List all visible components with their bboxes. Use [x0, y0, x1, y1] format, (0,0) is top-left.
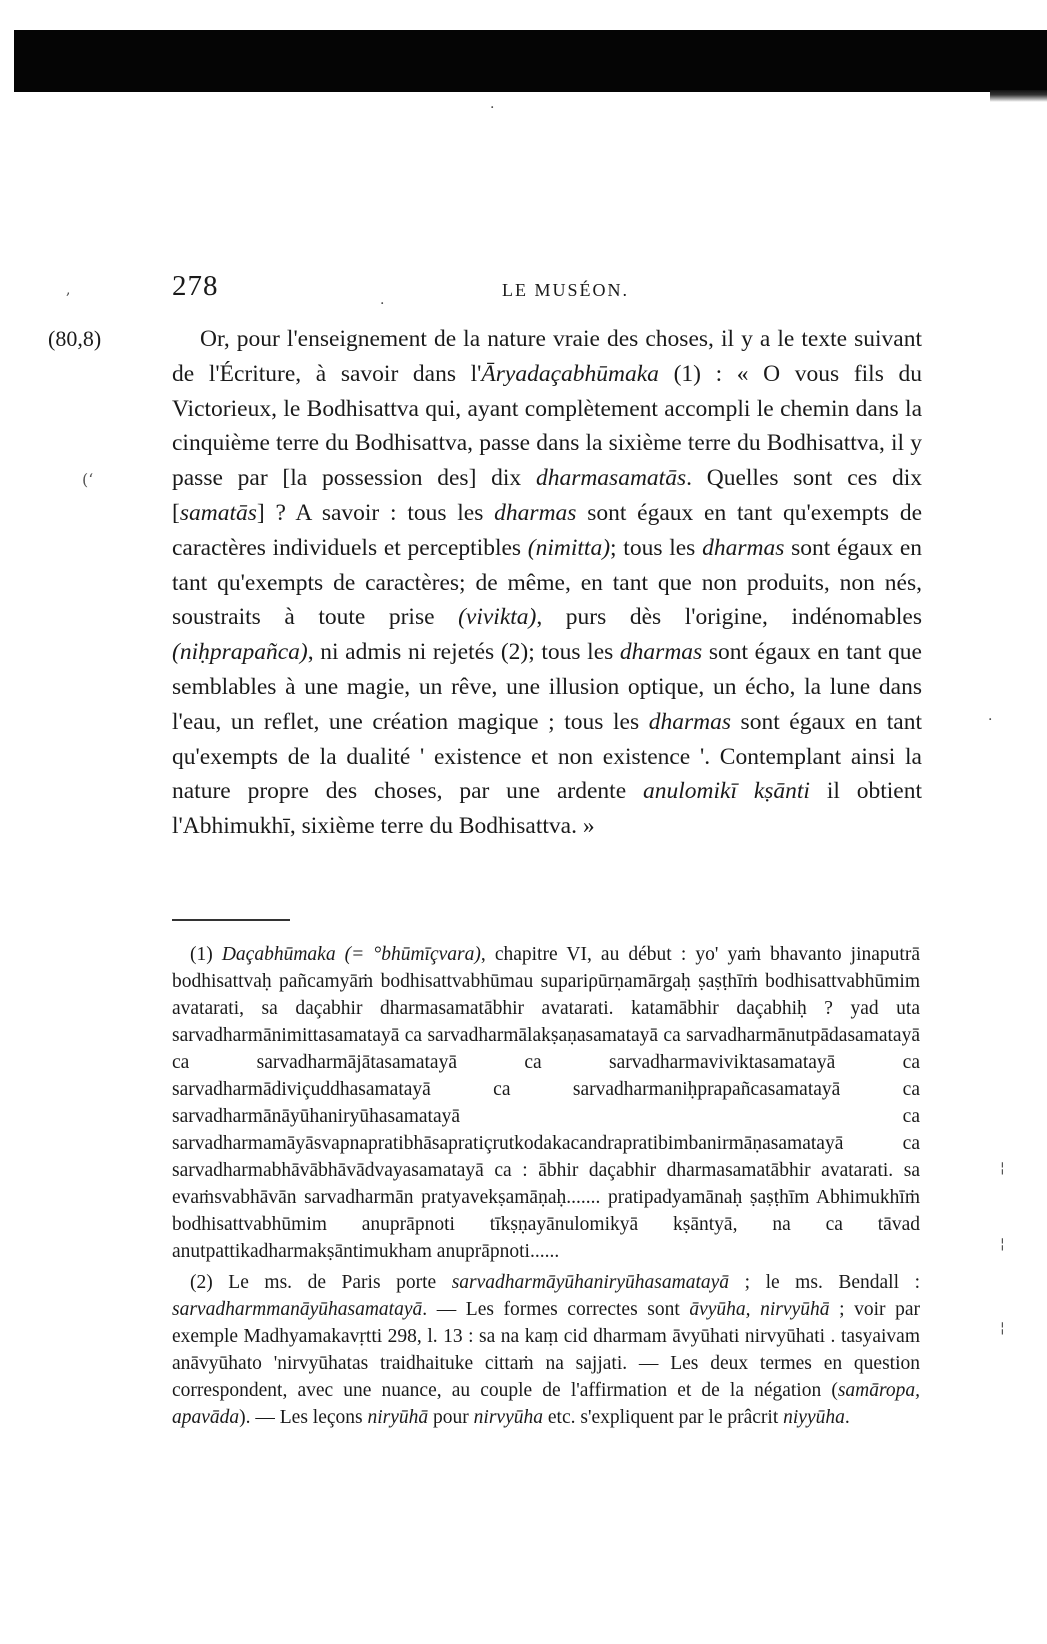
term-italic: dharmas: [494, 499, 577, 526]
text-run: (1): [190, 944, 222, 965]
term-italic: samatās: [179, 499, 257, 526]
text-run: (1) : « O vous fils du Victorieux, le Bodhisattva qui, ayant complètement accompli le chemin dans la cinquième terre du Bodhisattva, passe dans la sixième terre du Bodhisattva, il y passe par [la possession des] dix: [172, 360, 922, 492]
scan-speck: ¦: [1000, 1236, 1005, 1252]
scan-speck: ¦: [1000, 1320, 1005, 1336]
text-run: , chapitre VI, au début : yo' yaṁ bhavanto jinaputrā bodhisattvaḥ pañcamyāṁ bodhisattvabhūmau supariρūrṇamārgaḥ ṣaṣṭhīṁ bodhisattvabhūmim avatarati, sa daçabhir dharmasamatābhir avatarati. katamābhir daçabhiḥ ? yad uta sarvadharmānimittasamatayā ca sarvadharmālakṣaṇasamatayā ca sarvadharmānutpādasamatayā ca sarvadharmājātasamatayā ca sarvadharmaviviktasamatayā ca sarvadharmādiviçuddhasamatayā ca sarvadharmaniḥprapañcasamatayā ca sarvadharmānāyūhaniryūhasamatayā ca sarvadharmamāyāsvapnapratibhāsapratiçrutkodakacandrapratibimbanirmāṇasamatayā ca sarvadharmabhāvābhāvādvayasamatayā ca : ābhir daçabhir dharmasamatābhir avatarati. sa evaṁsvabhāvān sarvadharmān pratyavekṣamāṇaḥ....... pratipadyamānaḥ ṣaṣṭhīm Abhimukhīṁ bodhisattvabhūmim anuprāpnoti tīkṣṇayānulomikyā kṣāntyā, na ca tāvad anutpattikadharmakṣāntimukham anuprāpnoti......: [172, 944, 920, 1262]
term-italic: (vivikta): [458, 604, 537, 631]
text-run: sont égaux en tant que semblables à une magie, un rêve, une illusion optique, un écho, la lune dans l'eau, un reflet, une création magique ; tous les: [172, 639, 922, 735]
term-italic: dharmas: [648, 708, 731, 735]
text-run: sont égaux en tant qu'exempts de caractères individuels et perceptibles: [172, 499, 923, 561]
term-italic: nirvyūha: [473, 1407, 543, 1428]
term-italic: dharmas: [702, 534, 785, 561]
scan-speck: ·: [380, 296, 385, 312]
page-header: [172, 270, 972, 310]
scan-speck: ·: [490, 100, 495, 116]
page-bottom-edge: [0, 1632, 1047, 1644]
text-run: ] ? A savoir : tous les: [256, 499, 495, 526]
footnote-2: [172, 1269, 920, 1431]
text-run: ; voir par exemple Madhyamakavṛtti 298, l. 13 : sa na kaṃ cid dharmam āvyūhati nirvyūhati . tasyaivam anāvyūhato 'nirvyūhatas traidhaituke cittaṁ na sajjati. — Les deux termes en question correspondent, avec une nuance, au couple de l'affirmation et de la négation (: [172, 1299, 920, 1401]
scan-border-top: [14, 30, 1047, 92]
term-italic: anulomikī kṣānti: [642, 778, 810, 805]
term-italic: Āryadaçabhūmaka: [481, 360, 659, 387]
text-run: sont égaux en tant qu'exempts de la dualité ' existence et non existence '. Contemplant ainsi la nature propre des choses, par une ardente: [172, 708, 922, 805]
footnote-rule: [172, 919, 290, 921]
term-italic: niryūhā: [367, 1407, 429, 1428]
footnote-1: [172, 941, 920, 1265]
term-italic: dharmasamatās: [535, 465, 687, 492]
text-run: sont égaux en tant qu'exempts de caractères; de même, en tant que non produits, non nés, soustraits à toute prise: [172, 534, 923, 631]
text-run: , purs dès l'origine, indénomables: [536, 604, 922, 631]
page-number: 278: [172, 270, 219, 302]
text-run: . Quelles sont ces dix [: [172, 465, 922, 526]
term-italic: samāropa, apavāda: [172, 1380, 920, 1428]
term-italic: sarvadharmmanāyūhasamatayā: [172, 1299, 423, 1320]
text-run: pour: [428, 1407, 474, 1428]
scan-border-edge: [990, 90, 1047, 102]
term-italic: niyyūha: [783, 1407, 845, 1428]
term-italic: (niḥprapañca): [172, 639, 308, 666]
term-italic: (nimitta): [527, 534, 611, 561]
text-run: ). — Les leçons: [239, 1407, 368, 1428]
text-run: . — Les formes correctes sont: [422, 1299, 690, 1320]
term-italic: āvyūha, nirvyūhā: [689, 1299, 830, 1320]
text-run: ; tous les: [610, 534, 703, 561]
margin-mark: (‘: [82, 470, 94, 489]
scan-speck: ,: [66, 282, 71, 298]
text-run: ; le ms. Bendall :: [729, 1272, 920, 1293]
running-head: LE MUSÉON.: [502, 280, 629, 300]
term-italic: dharmas: [619, 639, 703, 666]
text-run: etc. s'expliquent par le prâcrit: [543, 1407, 784, 1428]
text-run: , ni admis ni rejetés (2); tous les: [307, 639, 620, 666]
text-run: (2) Le ms. de Paris porte: [190, 1272, 452, 1293]
term-italic: sarvadharmāyūhaniryūhasamatayā: [451, 1272, 730, 1293]
text-run: .: [844, 1407, 850, 1428]
scan-speck: ¦: [1000, 1160, 1005, 1176]
main-paragraph: [172, 322, 922, 844]
text-run: il obtient l'Abhimukhī, sixième terre du Bodhisattva. »: [172, 778, 923, 840]
text-run: Or, pour l'enseignement de la nature vraie des choses, il y a le texte suivant de l'Écriture, à savoir dans l': [172, 326, 922, 387]
term-italic: Daçabhūmaka (= °bhūmīçvara): [221, 944, 481, 965]
footnotes: [172, 941, 920, 1435]
scan-speck: ·: [988, 712, 993, 728]
margin-reference: (80,8): [48, 326, 102, 351]
